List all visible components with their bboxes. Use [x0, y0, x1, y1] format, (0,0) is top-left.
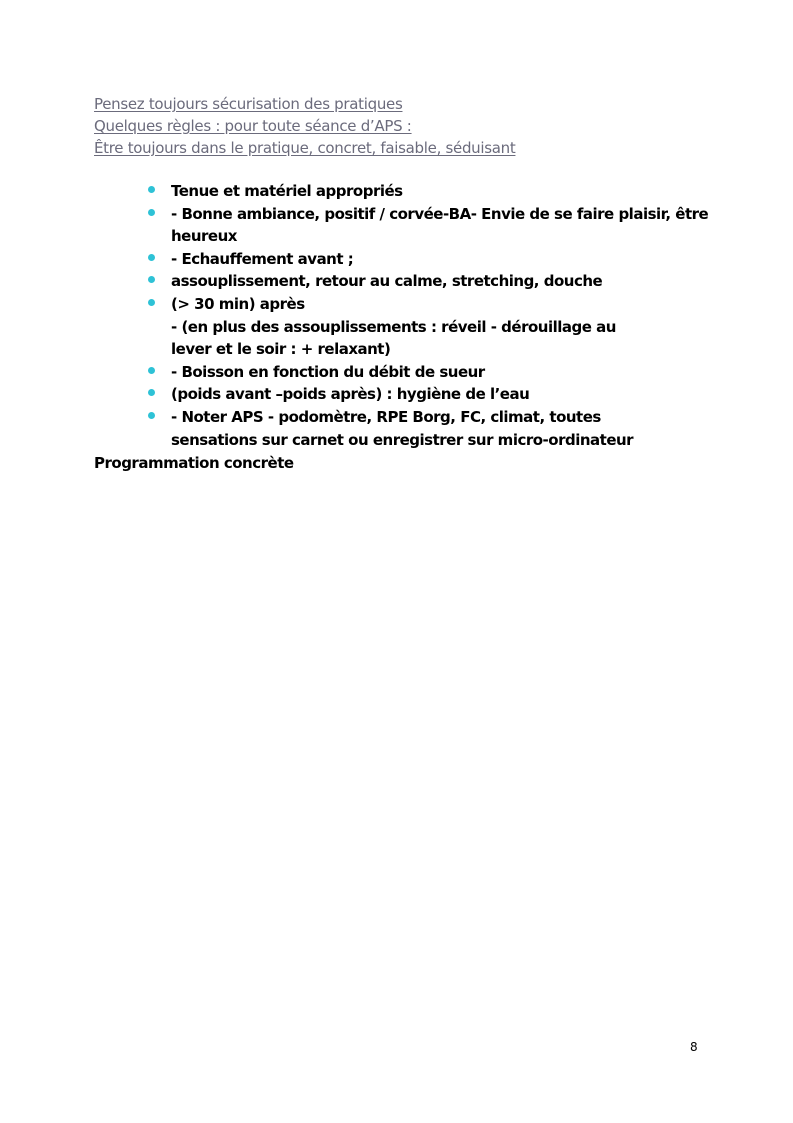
- header-line-1: Pensez toujours sécurisation des pratiques: [94, 95, 403, 113]
- list-item-text: heureux: [171, 227, 237, 246]
- list-item-text: - Boisson en fonction du débit de sueur: [171, 362, 485, 381]
- list-item-text: Tenue et matériel appropriés: [171, 182, 403, 200]
- bullet-dot-icon: [148, 254, 155, 261]
- bullet-dot-icon: [148, 299, 155, 306]
- list-item: [147, 361, 707, 384]
- closing-heading: Programmation concrète: [94, 454, 294, 472]
- bullet-dot-icon: [148, 276, 155, 283]
- list-item: [147, 248, 707, 271]
- list-item-text: - Echauffement avant ;: [171, 249, 354, 268]
- list-item-text: assouplissement, retour au calme, stretching, douche: [171, 272, 603, 291]
- page-number: 8: [690, 1040, 698, 1054]
- list-item-text: sensations sur carnet ou enregistrer sur micro-ordinateur: [171, 430, 634, 449]
- bullet-dot-icon: [148, 367, 155, 374]
- list-item: [147, 203, 707, 248]
- list-item-text: - Noter APS - podomètre, RPE Borg, FC, climat, toutes: [171, 407, 601, 426]
- list-item-text: (> 30 min) après: [171, 294, 305, 313]
- bullet-dot-icon: [148, 186, 155, 193]
- header-line-3: Être toujours dans le pratique, concret, faisable, séduisant: [94, 139, 516, 157]
- list-item: [147, 293, 707, 361]
- list-item: [147, 406, 707, 451]
- list-item: [147, 383, 707, 406]
- bullet-list: [147, 180, 707, 451]
- bullet-dot-icon: [148, 209, 155, 216]
- list-item-text: - Bonne ambiance, positif / corvée-BA- Envie de se faire plaisir, être: [171, 204, 709, 223]
- list-item: [147, 270, 707, 293]
- list-item-text: (poids avant –poids après) : hygiène de l’eau: [171, 385, 530, 404]
- bullet-dot-icon: [148, 389, 155, 396]
- list-item-text: - (en plus des assouplissements : réveil - dérouillage au: [171, 317, 616, 336]
- list-item: [147, 180, 707, 203]
- list-item-text: lever et le soir : + relaxant): [171, 340, 391, 359]
- header-line-2: Quelques règles : pour toute séance d’APS :: [94, 117, 412, 135]
- bullet-dot-icon: [148, 412, 155, 419]
- header-block: [94, 93, 515, 159]
